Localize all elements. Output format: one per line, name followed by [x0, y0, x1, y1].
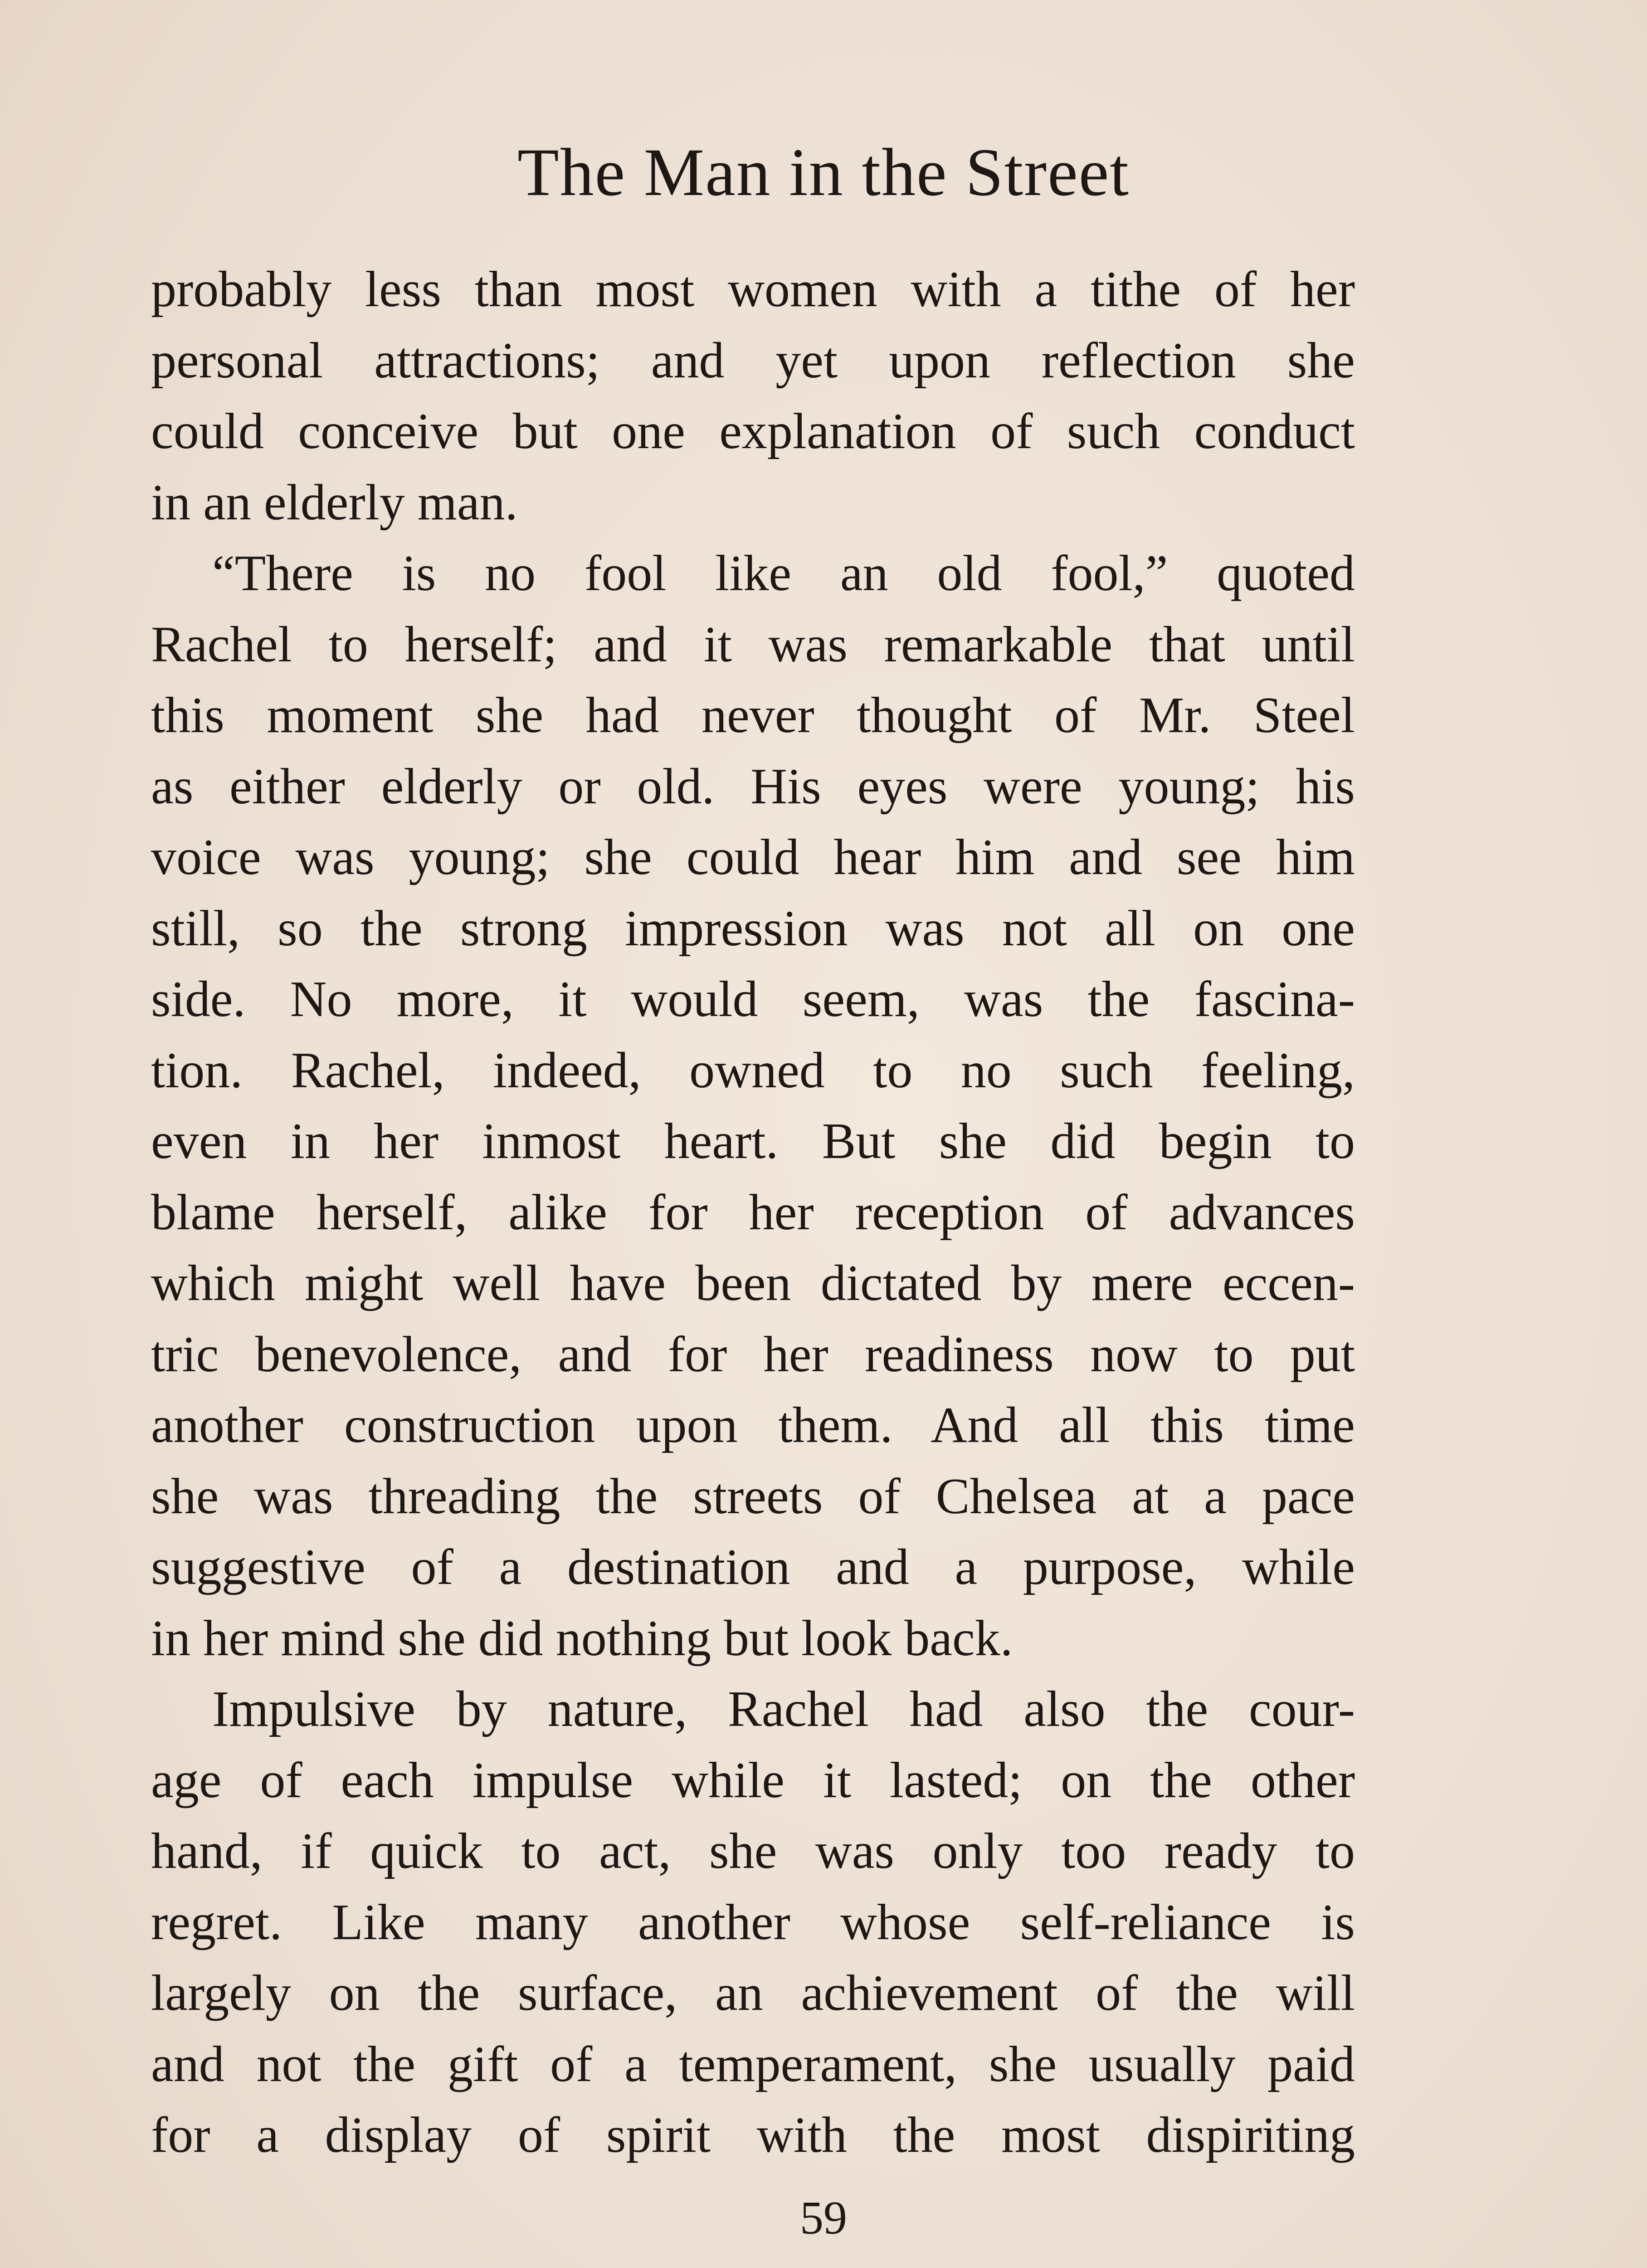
text-line: as either elderly or old. His eyes were young; his: [151, 758, 1355, 815]
text-line: and not the gift of a temperament, she usually paid: [151, 2036, 1355, 2092]
text-line: regret. Like many another whose self-reliance is: [151, 1894, 1355, 1950]
text-line: could conceive but one explanation of such conduct: [151, 403, 1355, 459]
text-line: hand, if quick to act, she was only too ready to: [151, 1823, 1355, 1879]
text-line: tion. Rachel, indeed, owned to no such feeling,: [151, 1042, 1355, 1099]
text-line: which might well have been dictated by mere eccen-: [151, 1255, 1355, 1311]
running-title: The Man in the Street: [517, 135, 1130, 210]
text-line: suggestive of a destination and a purpose, while: [151, 1539, 1355, 1595]
text-line: even in her inmost heart. But she did begin to: [151, 1113, 1355, 1169]
text-line: tric benevolence, and for her readiness now to put: [151, 1326, 1355, 1383]
text-line: in an elderly man.: [151, 474, 518, 531]
text-line: Rachel to herself; and it was remarkable that until: [151, 616, 1355, 673]
page-number: 59: [800, 2192, 847, 2244]
text-line: blame herself, alike for her reception of advances: [151, 1184, 1355, 1241]
body-text: [151, 254, 1355, 2171]
text-line: for a display of spirit with the most dispiriting: [151, 2107, 1355, 2163]
text-line: she was threading the streets of Chelsea at a pace: [151, 1468, 1355, 1525]
text-line: Impulsive by nature, Rachel had also the cour-: [212, 1681, 1355, 1737]
text-line: another construction upon them. And all this time: [151, 1397, 1355, 1453]
text-line: “There is no fool like an old fool,” quoted: [212, 545, 1355, 601]
text-line: personal attractions; and yet upon reflection she: [151, 332, 1355, 389]
text-line: still, so the strong impression was not all on one: [151, 900, 1355, 957]
text-line: side. No more, it would seem, was the fascina-: [151, 971, 1355, 1027]
text-line: age of each impulse while it lasted; on the other: [151, 1752, 1355, 1809]
text-line: in her mind she did nothing but look back.: [151, 1610, 1013, 1667]
text-line: this moment she had never thought of Mr. Steel: [151, 687, 1355, 743]
text-line: largely on the surface, an achievement of the will: [151, 1965, 1355, 2021]
text-line: voice was young; she could hear him and see him: [151, 829, 1355, 885]
text-line: probably less than most women with a tithe of her: [151, 261, 1355, 318]
